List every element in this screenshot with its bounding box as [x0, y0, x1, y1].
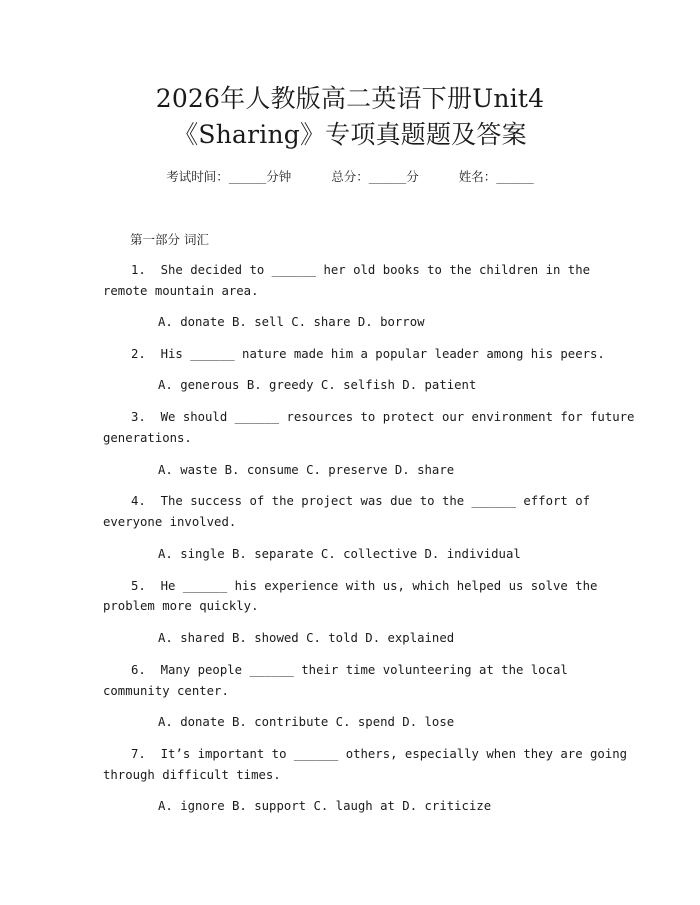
question-5-line-1: 5. He ______ his experience with us, which helped us solve the	[131, 579, 598, 593]
question-2-options: A. generous B. greedy C. selfish D. patient	[158, 378, 477, 392]
question-7-line-2: through difficult times.	[103, 768, 281, 782]
page-title-line-2: 《Sharing》专项真题题及答案	[173, 120, 527, 149]
question-1-options: A. donate B. sell C. share D. borrow	[158, 315, 425, 329]
question-3-line-1: 3. We should ______ resources to protect our environment for future	[131, 410, 635, 424]
question-4-options: A. single B. separate C. collective D. individual	[158, 547, 521, 561]
question-5-options: A. shared B. showed C. told D. explained	[158, 631, 455, 645]
question-5-line-2: problem more quickly.	[103, 599, 259, 613]
question-6-line-2: community center.	[103, 684, 229, 698]
question-1-line-1: 1. She decided to ______ her old books to the children in the	[131, 263, 591, 277]
exam-name-field: 姓名：______	[458, 169, 534, 184]
exam-score-field: 总分：______分	[331, 169, 419, 184]
question-6-line-1: 6. Many people ______ their time volunteering at the local	[131, 663, 568, 677]
question-2-line-1: 2. His ______ nature made him a popular leader among his peers.	[131, 347, 605, 361]
question-6-options: A. donate B. contribute C. spend D. lose	[158, 715, 455, 729]
question-1-line-2: remote mountain area.	[103, 284, 259, 298]
question-7-options: A. ignore B. support C. laugh at D. criticize	[158, 799, 492, 813]
question-3-options: A. waste B. consume C. preserve D. share	[158, 463, 455, 477]
question-4-line-1: 4. The success of the project was due to the ______ effort of	[131, 494, 591, 508]
question-7-line-1: 7. It’s important to ______ others, especially when they are going	[131, 747, 628, 761]
exam-info-row	[0, 168, 700, 186]
question-3-line-2: generations.	[103, 431, 192, 445]
exam-time-field: 考试时间：______分钟	[166, 169, 292, 184]
page-title-line-1: 2026年人教版高二英语下册Unit4	[155, 84, 545, 113]
section-heading: 第一部分 词汇	[130, 232, 209, 247]
question-4-line-2: everyone involved.	[103, 515, 237, 529]
